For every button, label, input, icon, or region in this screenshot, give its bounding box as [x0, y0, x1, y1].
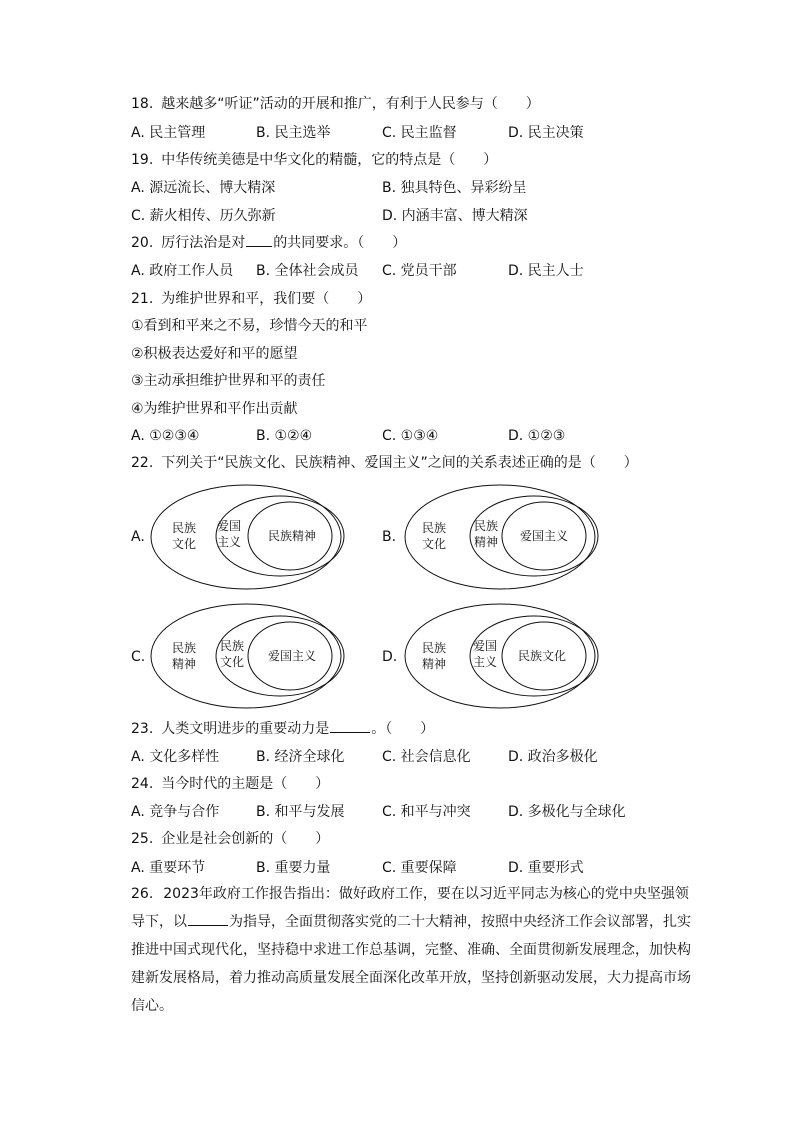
inner-label: 爱国主义 [519, 529, 569, 543]
question-25 [131, 830, 329, 848]
diagram-c-label: C. [131, 649, 146, 665]
middle-label-line-1: 民族 [219, 639, 245, 653]
option-d: D. ①②③ [508, 428, 566, 444]
option-c: C. 民主监督 [382, 125, 457, 141]
option-c: C. ①③④ [382, 428, 439, 444]
statement-2: ②积极表达爱好和平的愿望 [131, 346, 298, 362]
option-d: D. 民主人士 [508, 263, 584, 279]
question-stem: 下列关于“民族文化、民族精神、爱国主义”之间的关系表述正确的是（ ） [161, 455, 638, 471]
middle-label-line-2: 主义 [472, 655, 498, 669]
question-number: 23. [131, 721, 154, 737]
question-stem-part-2: 的共同要求。（ ） [273, 235, 407, 251]
option-a: A. 文化多样性 [131, 749, 220, 765]
outer-ellipse [405, 604, 595, 708]
question-number: 25. [131, 831, 154, 847]
outer-label-line-1: 民族 [171, 641, 197, 655]
inner-label: 爱国主义 [267, 649, 317, 663]
middle-label-line-2: 主义 [216, 535, 242, 549]
outer-label-line-1: 民族 [171, 521, 197, 535]
question-20 [131, 234, 406, 252]
question-stem-part-2: 为指导，全面贯彻落实党的二十大精神，按照中央经济工作会议部署，扎实推进中国式现代化，坚持稳中求进工作总基调，完整、准确、全面贯彻新发展理念，加快构建新发展格局，着力推动高质量发展全面深化改革开放，坚持创新驱动发展，大力提高市场信心。 [131, 914, 691, 1014]
diagram-b-label: B. [382, 529, 397, 545]
diagram-d-label: D. [382, 649, 398, 665]
question-number: 26. [131, 886, 154, 902]
outer-label-line-1: 民族 [421, 521, 447, 535]
question-stem-part-1: 2023年政府工作报告指出：做好政府工作，要在以习近平同志为核心的党中央坚强领导下，以 [131, 886, 689, 930]
option-c: C. 党员干部 [382, 263, 457, 279]
option-d: D. 政治多极化 [508, 749, 598, 765]
question-stem: 中华传统美德是中华文化的精髓，它的特点是（ ） [161, 152, 498, 168]
option-b: B. 民主选举 [256, 125, 331, 141]
venn-diagram-b [404, 484, 596, 590]
question-stem-part-2: 。（ ） [371, 721, 435, 737]
question-number: 19. [131, 152, 154, 168]
option-c: C. 和平与冲突 [382, 804, 471, 820]
option-b: B. 全体社会成员 [256, 263, 359, 279]
inner-label: 民族精神 [267, 529, 317, 543]
question-number: 18. [131, 96, 154, 112]
question-number: 22. [131, 455, 154, 471]
option-d: D. 多极化与全球化 [508, 804, 626, 820]
option-c: C. 重要保障 [382, 860, 457, 876]
question-number: 21. [131, 291, 154, 307]
middle-label-line-2: 文化 [219, 655, 245, 669]
outer-label-line-2: 文化 [171, 537, 197, 551]
question-19 [131, 151, 497, 169]
option-d: D. 民主决策 [508, 125, 584, 141]
middle-label-line-2: 精神 [473, 535, 499, 549]
venn-diagram-a [150, 484, 342, 590]
option-a: A. 民主管理 [131, 125, 206, 141]
option-b: B. ①②④ [256, 428, 313, 444]
answer-blank [188, 913, 228, 926]
outer-label-line-2: 文化 [421, 537, 447, 551]
question-number: 24. [131, 776, 154, 792]
outer-label-line-2: 精神 [171, 657, 197, 671]
option-a: A. 竞争与合作 [131, 804, 220, 820]
diagram-a-label: A. [131, 529, 145, 545]
answer-blank [330, 720, 370, 733]
statement-1: ①看到和平来之不易，珍惜今天的和平 [131, 318, 368, 334]
statement-4: ④为维护世界和平作出贡献 [131, 401, 298, 417]
question-stem: 越来越多“听证”活动的开展和推广，有利于人民参与（ ） [161, 96, 540, 112]
venn-diagram-c [150, 603, 342, 709]
outer-label-line-1: 民族 [421, 641, 447, 655]
outer-label-line-2: 精神 [421, 657, 447, 671]
option-a: A. ①②③④ [131, 428, 200, 444]
question-18 [131, 95, 540, 113]
option-b: B. 经济全球化 [256, 749, 345, 765]
option-d: D. 重要形式 [508, 860, 584, 876]
question-22 [131, 454, 638, 472]
middle-label-line-1: 爱国 [216, 519, 242, 533]
question-stem-part-1: 厉行法治是对 [161, 235, 246, 251]
question-23 [131, 720, 434, 738]
question-stem: 企业是社会创新的（ ） [161, 831, 330, 847]
option-b: B. 独具特色、异彩纷呈 [382, 180, 527, 196]
option-a: A. 源远流长、博大精深 [131, 180, 276, 196]
venn-diagram-d [404, 603, 596, 709]
option-c: C. 社会信息化 [382, 749, 471, 765]
question-26 [131, 880, 691, 1020]
question-stem: 为维护世界和平，我们要（ ） [161, 291, 372, 307]
question-21 [131, 290, 371, 308]
statement-3: ③主动承担维护世界和平的责任 [131, 373, 326, 389]
option-b: B. 和平与发展 [256, 804, 345, 820]
question-number: 20. [131, 235, 154, 251]
option-a: A. 重要环节 [131, 860, 206, 876]
option-c: C. 薪火相传、历久弥新 [131, 208, 276, 224]
question-stem-part-1: 人类文明进步的重要动力是 [161, 721, 330, 737]
question-24 [131, 775, 329, 793]
option-d: D. 内涵丰富、博大精深 [382, 208, 528, 224]
middle-label-line-1: 爱国 [472, 639, 498, 653]
option-b: B. 重要力量 [256, 860, 331, 876]
middle-label-line-1: 民族 [473, 519, 499, 533]
option-a: A. 政府工作人员 [131, 263, 234, 279]
inner-label: 民族文化 [517, 649, 567, 663]
question-stem: 当今时代的主题是（ ） [161, 776, 330, 792]
answer-blank [246, 234, 272, 247]
